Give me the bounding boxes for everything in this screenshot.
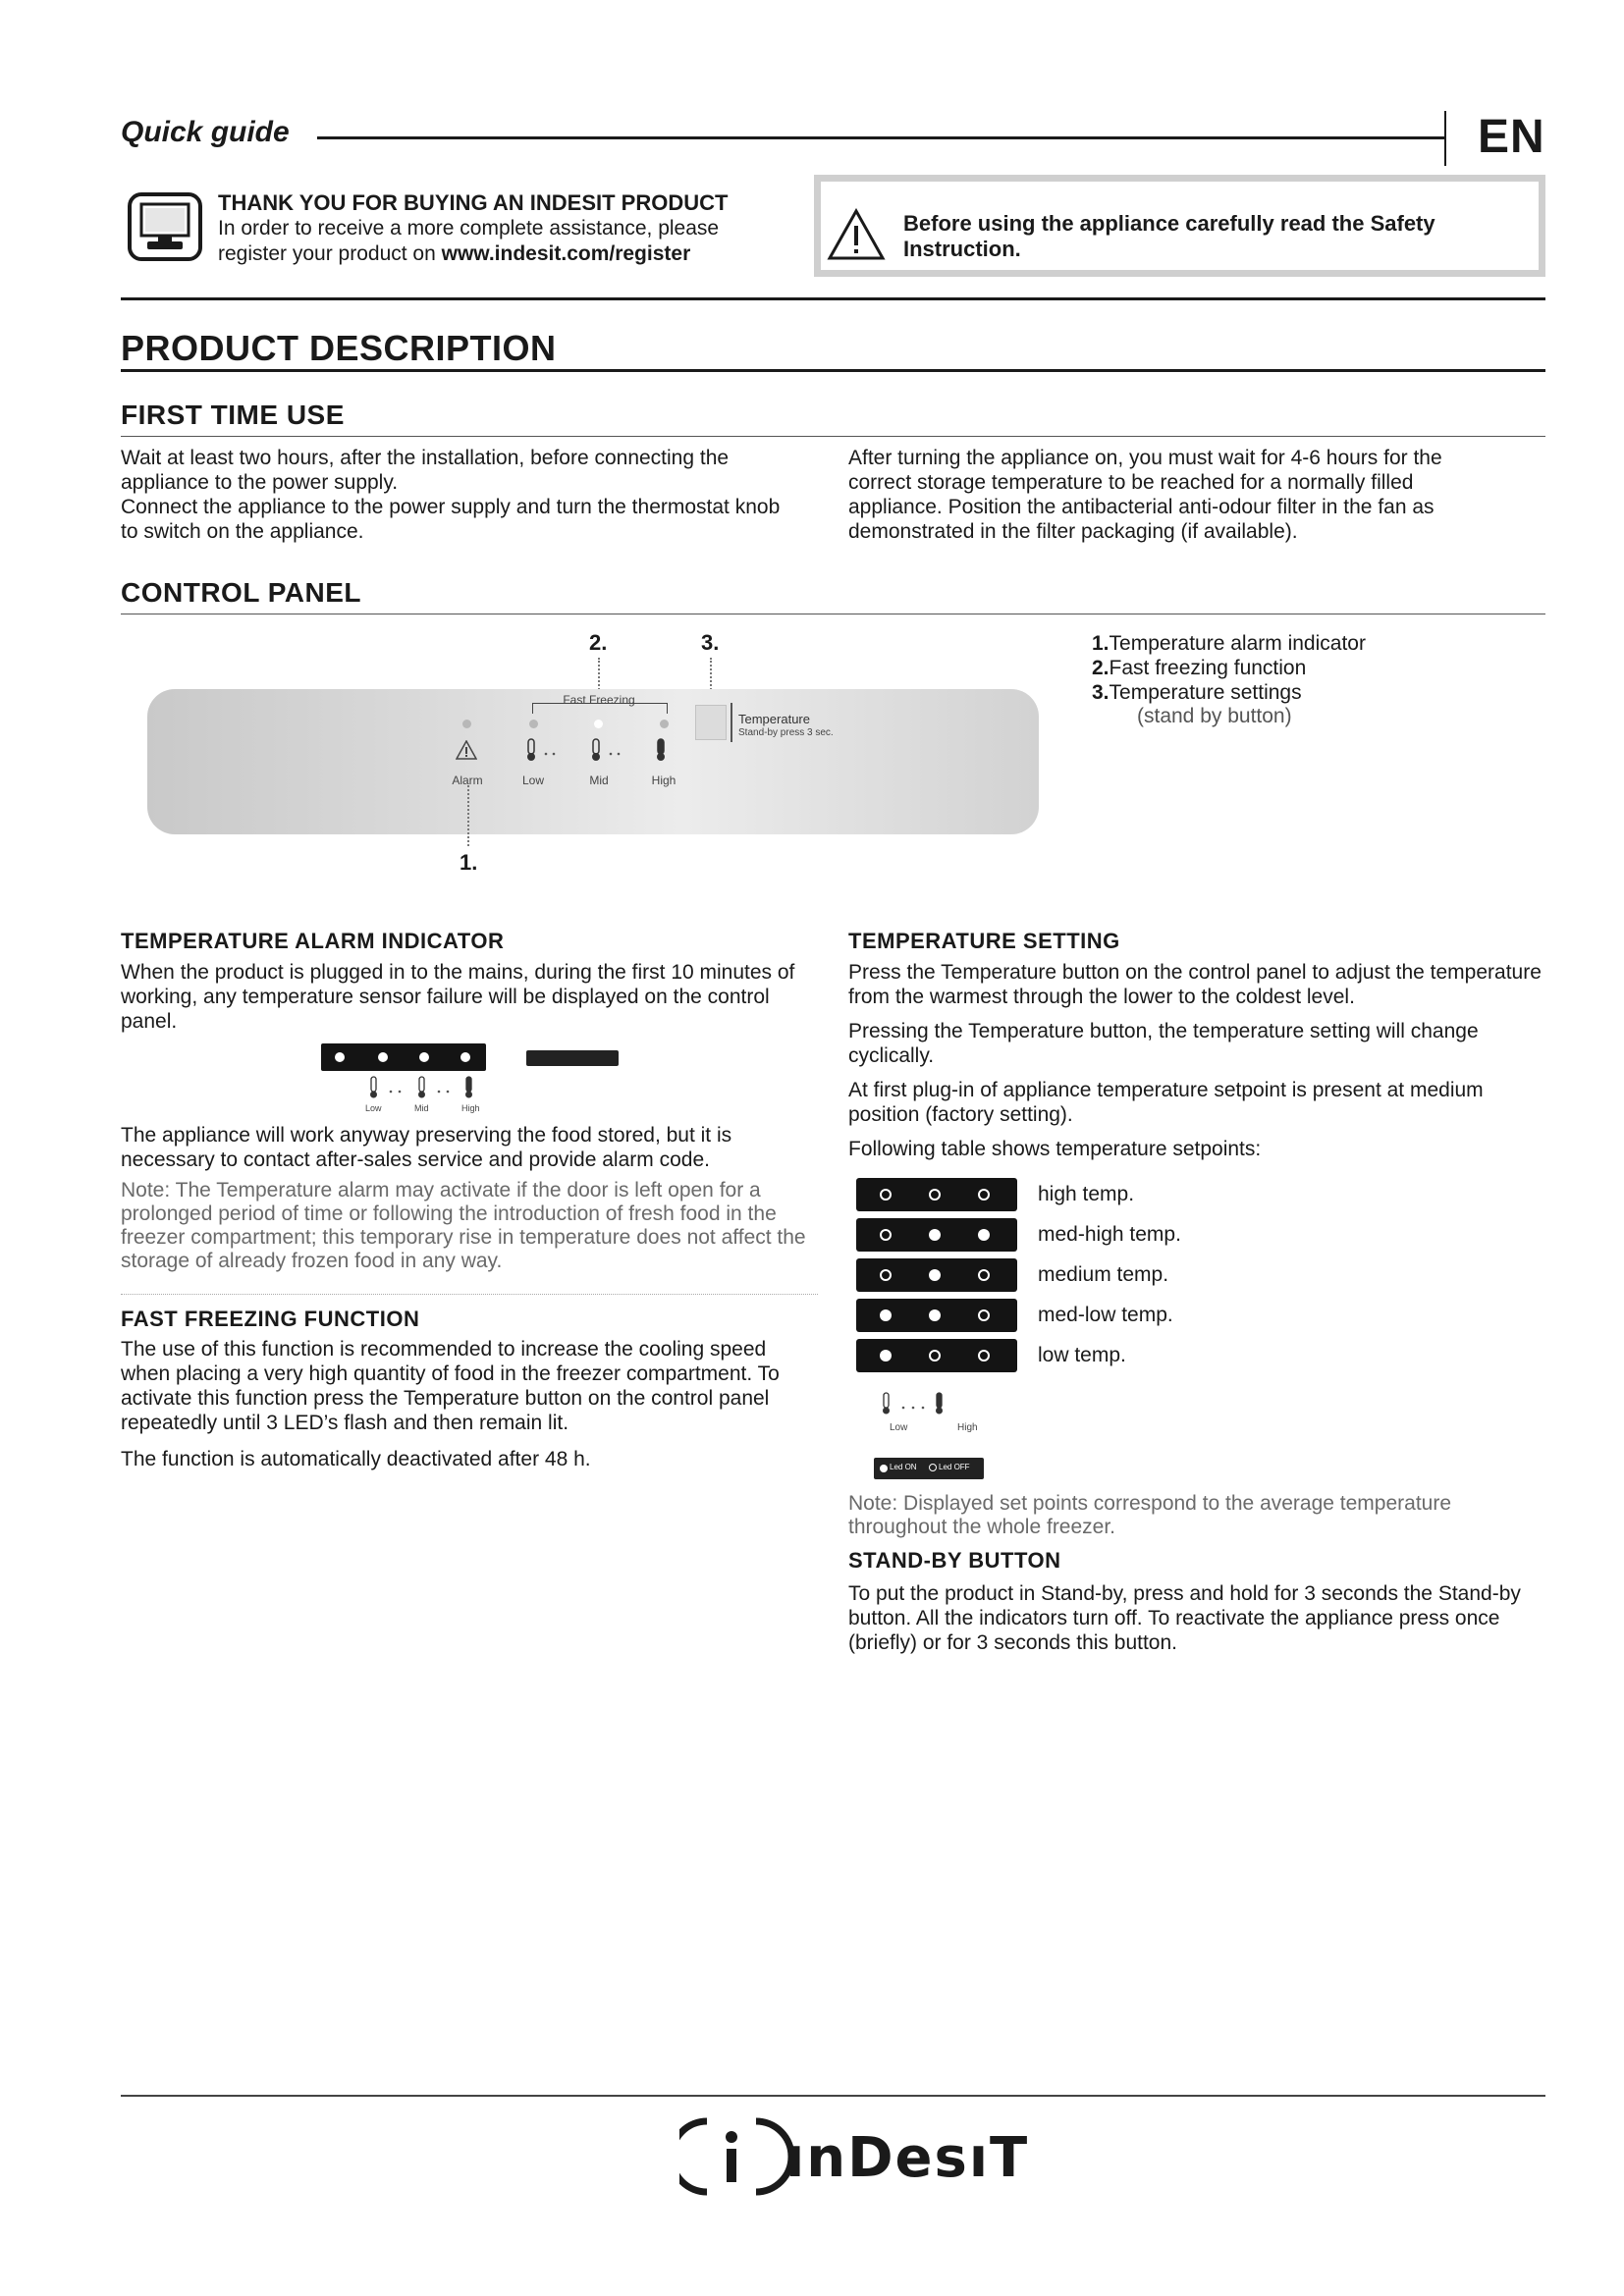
- standby-hint-label: Stand-by press 3 sec.: [738, 727, 834, 738]
- setpoint-label: med-high temp.: [1038, 1223, 1181, 1246]
- legend-item-2: 2.Fast freezing function: [1092, 657, 1307, 679]
- alarm-label: Alarm: [452, 774, 483, 787]
- first-time-use-paragraph-1: Wait at least two hours, after the installation, before connecting the appliance to the power supply.: [121, 447, 730, 494]
- first-time-use-paragraph-2: Connect the appliance to the power supply and turn the thermostat knob to switch on the appliance.: [121, 496, 781, 543]
- setpoint-label: high temp.: [1038, 1183, 1135, 1205]
- setpoint-led-bar: [856, 1218, 1017, 1252]
- setpoints-thermometer-scale: [880, 1392, 978, 1422]
- fast-freezing-label: Fast Freezing: [563, 693, 635, 707]
- temperature-setting-heading: TEMPERATURE SETTING: [848, 929, 1120, 953]
- alarm-led-display: [321, 1043, 486, 1071]
- alarm-indicator-paragraph-2: The appliance will work anyway preserving the food stored, but it is necessary to contact after-sales service and provide alarm code.: [121, 1124, 732, 1171]
- led-on: [929, 1269, 941, 1281]
- low-label: Low: [521, 774, 544, 787]
- alarm-display-led: [335, 1052, 345, 1062]
- page-title: Quick guide: [121, 116, 290, 148]
- temperature-setting-paragraph-4: Following table shows temperature setpoints:: [848, 1138, 1262, 1160]
- setpoint-led-bar: [856, 1299, 1017, 1332]
- thermometer-low-icon: [524, 738, 564, 767]
- callout-2: 2.: [589, 630, 608, 655]
- setpoint-label: med-low temp.: [1038, 1304, 1173, 1326]
- setpoint-led-bar: [856, 1178, 1017, 1211]
- setpoint-label: low temp.: [1038, 1344, 1126, 1366]
- alarm-led: [462, 720, 471, 728]
- led-off: [929, 1189, 941, 1201]
- led-off: [880, 1229, 892, 1241]
- mid-led: [594, 720, 603, 728]
- header-divider: [317, 136, 1446, 139]
- heading-underline: [121, 369, 1545, 372]
- led-on: [978, 1229, 990, 1241]
- register-link[interactable]: www.indesit.com/register: [441, 242, 691, 265]
- safety-notice-text: Before using the appliance carefully read the Safety Instruction.: [903, 211, 1435, 261]
- led-on: [880, 1350, 892, 1362]
- alarm-warning-icon: [456, 740, 477, 765]
- led-off-label: Led OFF: [939, 1463, 970, 1471]
- mini-thermometer-scale: [367, 1076, 485, 1106]
- first-time-use-left: [121, 446, 798, 544]
- led-on: [880, 1309, 892, 1321]
- low-led: [529, 720, 538, 728]
- temperature-button[interactable]: [695, 705, 727, 740]
- section-divider: [121, 297, 1545, 300]
- product-description-heading: PRODUCT DESCRIPTION: [121, 328, 557, 368]
- led-off: [880, 1189, 892, 1201]
- warning-triangle-icon: [827, 208, 886, 261]
- temperature-setting-paragraph-1: Press the Temperature button on the control panel to adjust the temperature from the warmest through the lower to the coldest level.: [848, 961, 1542, 1008]
- thanks-line-2-prefix: register your product on: [218, 242, 442, 265]
- led-off: [978, 1350, 990, 1362]
- thermometer-high-icon: [654, 738, 674, 767]
- led-off: [978, 1269, 990, 1281]
- led-on-label: Led ON: [890, 1463, 917, 1471]
- led-off: [880, 1269, 892, 1281]
- alarm-display-led: [378, 1052, 388, 1062]
- high-led: [660, 720, 669, 728]
- led-off: [978, 1189, 990, 1201]
- setpoint-led-bar: [856, 1339, 1017, 1372]
- footer-divider: [121, 2095, 1545, 2097]
- led-off: [929, 1350, 941, 1362]
- legend-item-3-sub: (stand by button): [1137, 705, 1292, 727]
- first-time-use-heading: FIRST TIME USE: [121, 400, 345, 430]
- alarm-display-led: [460, 1052, 470, 1062]
- standby-heading: STAND-BY BUTTON: [848, 1548, 1061, 1573]
- alarm-indicator-heading: TEMPERATURE ALARM INDICATOR: [121, 929, 505, 953]
- led-off: [978, 1309, 990, 1321]
- thanks-text: [218, 216, 768, 267]
- control-panel-legend: [1092, 631, 1366, 705]
- fast-freezing-heading: FAST FREEZING FUNCTION: [121, 1307, 420, 1331]
- alarm-indicator-paragraph-1: When the product is plugged in to the mains, during the first 10 minutes of working, any temperature sensor failure will be displayed on the control panel.: [121, 961, 795, 1033]
- subheading-underline: [121, 436, 1545, 437]
- setpoints-low-label: Low: [890, 1422, 908, 1433]
- alarm-display-led: [419, 1052, 429, 1062]
- setpoint-label: medium temp.: [1038, 1263, 1169, 1286]
- temperature-setting-paragraph-2: Pressing the Temperature button, the temperature setting will change cyclically.: [848, 1020, 1479, 1067]
- led-on: [929, 1309, 941, 1321]
- fast-freezing-paragraph-2: The function is automatically deactivated after 48 h.: [121, 1448, 591, 1470]
- thanks-line-2: [218, 241, 768, 267]
- language-code: EN: [1478, 111, 1545, 163]
- fast-freezing-paragraph-1: The use of this function is recommended to increase the cooling speed when placing a very high quantity of food in the freezer compartment. To activate this function press the Temperature button on the control panel repeatedly until 3 LED’s flash and then remain lit.: [121, 1338, 780, 1434]
- temperature-button-divider: [731, 703, 732, 742]
- thanks-title: THANK YOU FOR BUYING AN INDESIT PRODUCT: [218, 190, 729, 215]
- mini-high-label: High: [461, 1103, 480, 1113]
- led-on-icon: [880, 1465, 888, 1472]
- callout-1: 1.: [460, 850, 478, 875]
- setpoint-led-bar: [856, 1258, 1017, 1292]
- mid-label: Mid: [589, 774, 609, 787]
- temperature-button-label: Temperature: [738, 712, 810, 726]
- indesit-wordmark: ınDesıT: [785, 2126, 1030, 2190]
- dotted-divider: [121, 1294, 818, 1295]
- alarm-indicator-note: Note: The Temperature alarm may activate if the door is left open for a prolonged period of time or following the introduction of fresh food in the freezer compartment; this temporary rise in temperature does not affect the storage of already frozen food in any way.: [121, 1179, 806, 1272]
- temperature-setting-note: Note: Displayed set points correspond to the average temperature throughout the whole freezer.: [848, 1492, 1452, 1538]
- setpoints-high-label: High: [957, 1422, 978, 1433]
- high-label: High: [651, 774, 677, 787]
- mini-low-label: Low: [365, 1103, 382, 1113]
- header-vertical-divider: [1444, 111, 1446, 166]
- temperature-setting-paragraph-3: At first plug-in of appliance temperature setpoint is present at medium position (factory setting).: [848, 1079, 1484, 1126]
- thermometer-mid-icon: [589, 738, 628, 767]
- legend-item-3: 3.Temperature settings: [1092, 681, 1302, 704]
- thanks-line-1: In order to receive a more complete assistance, please: [218, 217, 720, 240]
- led-key-mini: [526, 1050, 619, 1066]
- fast-freezing-bracket: [532, 703, 668, 714]
- monitor-icon: [128, 192, 202, 261]
- led-key: [874, 1458, 984, 1479]
- led-on: [929, 1229, 941, 1241]
- control-panel-heading: CONTROL PANEL: [121, 577, 362, 608]
- callout-1-leader: [467, 785, 469, 846]
- standby-paragraph: To put the product in Stand-by, press and hold for 3 seconds the Stand-by button. All the indicators turn off. To reactivate the appliance press once (briefly) or for 3 seconds this button.: [848, 1582, 1521, 1654]
- mini-mid-label: Mid: [414, 1103, 429, 1113]
- legend-item-1: 1.Temperature alarm indicator: [1092, 632, 1366, 655]
- led-off-icon: [929, 1464, 937, 1471]
- callout-3: 3.: [701, 630, 720, 655]
- first-time-use-right: After turning the appliance on, you must wait for 4-6 hours for the correct storage temperature to be reached for a normally filled appliance. Position the antibacterial anti-odour filter in the fan as demonstrated in the filter packaging (if available).: [848, 447, 1442, 543]
